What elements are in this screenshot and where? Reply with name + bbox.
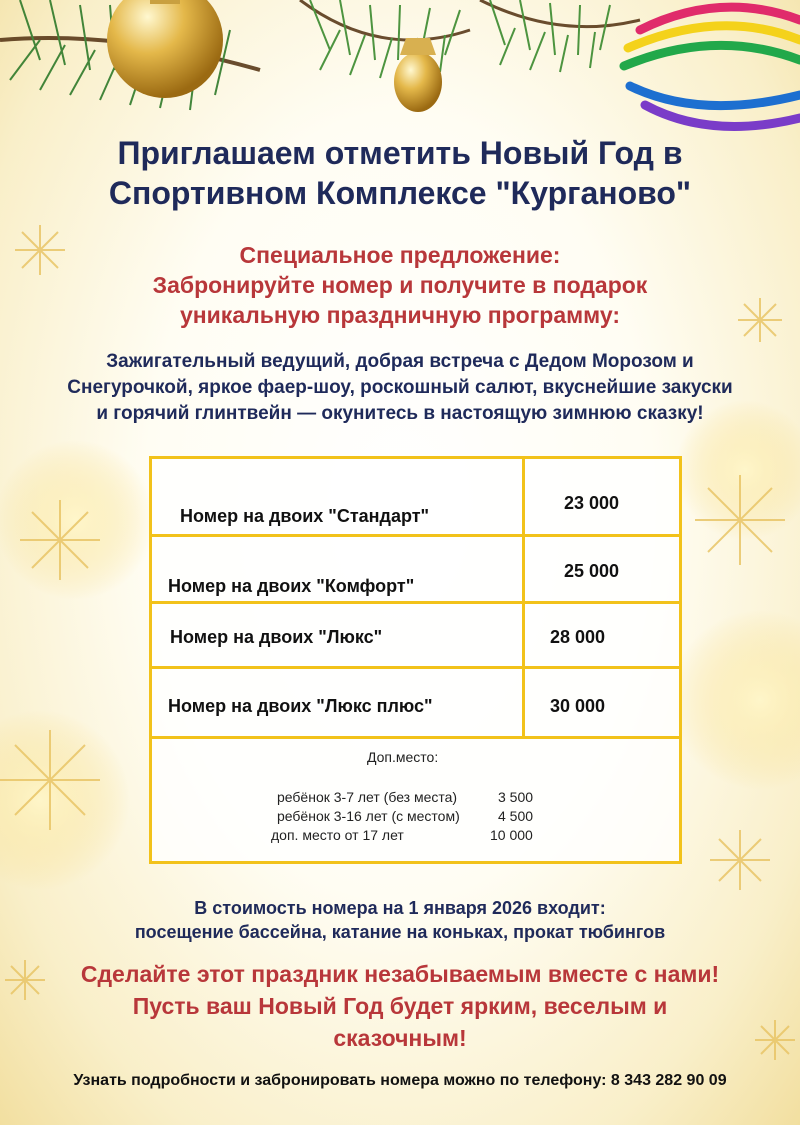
page-title bbox=[0, 133, 800, 213]
table-divider bbox=[152, 666, 679, 669]
extra-label: ребёнок 3-16 лет (с местом) bbox=[277, 808, 460, 824]
extra-price: 10 000 bbox=[490, 827, 533, 843]
room-price: 25 000 bbox=[564, 561, 620, 581]
contact-phone: Узнать подробности и забронировать номера можно по телефону: 8 343 282 90 09 bbox=[73, 1072, 727, 1089]
closing-line: Пусть ваш Новый Год будет ярким, веселым и bbox=[132, 993, 668, 1019]
christmas-bauble-icon bbox=[107, 0, 442, 112]
special-offer bbox=[0, 240, 800, 330]
program-description bbox=[0, 349, 800, 427]
offer-line: Забронируйте номер и получите в подарок bbox=[152, 272, 648, 298]
room-includes bbox=[0, 896, 800, 944]
description-line: Зажигательный ведущий, добрая встреча с Дедом Морозом и bbox=[106, 351, 694, 372]
includes-line: В стоимость номера на 1 января 2026 входит: bbox=[194, 898, 606, 918]
rainbow-ribbon-logo bbox=[624, 7, 800, 126]
room-price: 30 000 bbox=[550, 696, 606, 716]
offer-line: Специальное предложение: bbox=[239, 242, 561, 268]
pine-branch-icon bbox=[0, 0, 640, 110]
description-line: Снегурочкой, яркое фаер-шоу, роскошный салют, вкуснейшие закуски bbox=[67, 377, 733, 398]
room-price: 28 000 bbox=[550, 627, 606, 647]
extra-heading: Доп.место: bbox=[367, 749, 439, 765]
extra-price: 4 500 bbox=[498, 808, 534, 824]
room-price: 23 000 bbox=[564, 493, 620, 513]
extra-label: доп. место от 17 лет bbox=[271, 827, 404, 843]
closing-line: Сделайте этот праздник незабываемым вместе с нами! bbox=[80, 961, 720, 987]
description-line: и горячий глинтвейн — окунитесь в настоящую зимнюю сказку! bbox=[96, 403, 704, 424]
extra-price: 3 500 bbox=[498, 789, 534, 805]
closing-line: сказочным! bbox=[333, 1025, 467, 1051]
room-name: Номер на двоих "Люкс плюс" bbox=[168, 696, 433, 716]
title-line: Спортивном Комплексе "Курганово" bbox=[108, 175, 692, 211]
extra-label: ребёнок 3-7 лет (без места) bbox=[277, 789, 458, 805]
table-divider bbox=[152, 736, 679, 739]
table-divider bbox=[522, 459, 525, 736]
room-name: Номер на двоих "Комфорт" bbox=[168, 576, 415, 596]
closing-message bbox=[0, 958, 800, 1054]
room-name: Номер на двоих "Стандарт" bbox=[180, 506, 430, 526]
offer-line: уникальную праздничную программу: bbox=[179, 302, 621, 328]
includes-line: посещение бассейна, катание на коньках, прокат тюбингов bbox=[134, 922, 666, 942]
table-divider bbox=[152, 601, 679, 604]
title-line: Приглашаем отметить Новый Год в bbox=[117, 135, 683, 171]
room-name: Номер на двоих "Люкс" bbox=[170, 627, 383, 647]
table-divider bbox=[152, 534, 679, 537]
price-table bbox=[149, 456, 682, 864]
